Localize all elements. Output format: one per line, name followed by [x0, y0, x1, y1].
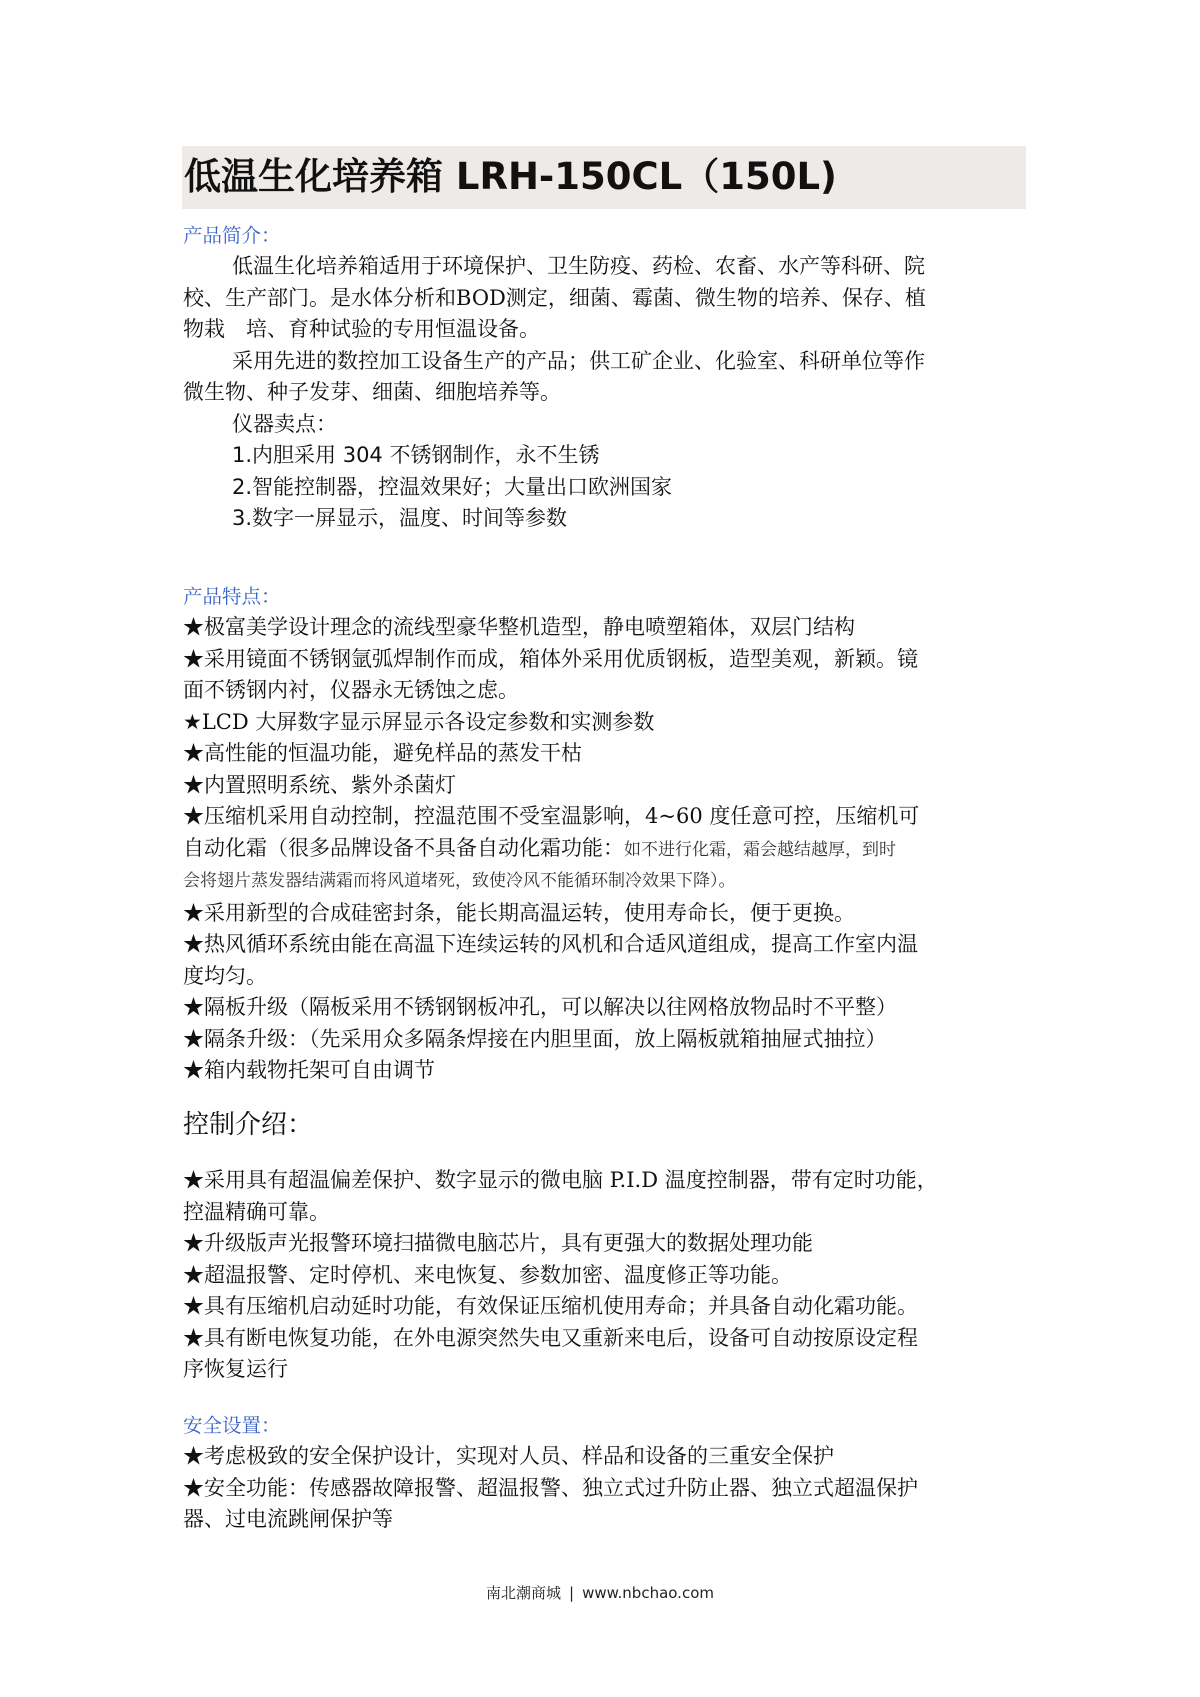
footer-separator: |	[569, 1584, 575, 1602]
feature-line: ★压缩机采用自动控制，控温范围不受室温影响，4~60 度任意可控，压缩机可	[183, 804, 920, 828]
control-heading: 控制介绍：	[183, 1110, 314, 1140]
feature-line	[183, 833, 1033, 867]
intro-section	[183, 221, 1033, 535]
feature-line-note: 如不进行化霜，霜会越结越厚，到时	[624, 839, 896, 860]
safety-section	[183, 1411, 1033, 1536]
feature-line: 度均匀。	[183, 963, 267, 988]
feature-line: ★隔板升级（隔板采用不锈钢钢板冲孔，可以解决以往网格放物品时不平整）	[183, 995, 897, 1019]
safety-line: ★考虑极致的安全保护设计，实现对人员、样品和设备的三重安全保护	[183, 1444, 834, 1468]
features-section	[183, 582, 1033, 1087]
safety-line: ★安全功能：传感器故障报警、超温报警、独立式过升防止器、独立式超温保护	[183, 1475, 918, 1500]
control-line: ★采用具有超温偏差保护、数字显示的微电脑 P.I.D 温度控制器，带有定时功能，	[183, 1168, 938, 1192]
feature-line: 面不锈钢内衬，仪器永无锈蚀之虑。	[183, 678, 519, 702]
control-line: ★升级版声光报警环境扫描微电脑芯片，具有更强大的数据处理功能	[183, 1231, 813, 1255]
feature-line: ★LCD 大屏数字显示屏显示各设定参数和实测参数	[183, 709, 655, 734]
feature-line: ★采用新型的合成硅密封条，能长期高温运转，使用寿命长，便于更换。	[183, 900, 855, 925]
feature-line: ★采用镜面不锈钢氩弧焊制作而成，箱体外采用优质钢板，造型美观，新颖。镜	[183, 646, 918, 671]
footer-url[interactable]: www.nbchao.com	[582, 1584, 714, 1602]
feature-line: ★高性能的恒温功能，避免样品的蒸发干枯	[183, 741, 582, 765]
control-section	[183, 1105, 1033, 1386]
safety-line: 器、过电流跳闸保护等	[183, 1507, 393, 1531]
control-line: ★具有压缩机启动延时功能，有效保证压缩机使用寿命；并具备自动化霜功能。	[183, 1294, 918, 1318]
feature-line: ★箱内载物托架可自由调节	[183, 1058, 435, 1082]
safety-heading: 安全设置：	[183, 1414, 281, 1437]
features-heading: 产品特点：	[183, 585, 281, 608]
selling-point-item: 1.内胆采用 304 不锈钢制作，永不生锈	[232, 443, 600, 467]
intro-line: 采用先进的数控加工设备生产的产品；供工矿企业、化验室、科研单位等作	[232, 348, 925, 373]
feature-line: ★极富美学设计理念的流线型豪华整机造型，静电喷塑箱体，双层门结构	[183, 615, 855, 639]
page-title: 低温生化培养箱 LRH-150CL（150L)	[184, 155, 837, 198]
control-line: ★具有断电恢复功能，在外电源突然失电又重新来电后，设备可自动按原设定程	[183, 1325, 918, 1350]
intro-line: 校、生产部门。是水体分析和BOD测定，细菌、霉菌、微生物的培养、保存、植	[183, 285, 926, 310]
control-line: 控温精确可靠。	[183, 1199, 330, 1224]
page-footer	[0, 1583, 1200, 1603]
feature-line: ★热风循环系统由能在高温下连续运转的风机和合适风道组成，提高工作室内温	[183, 932, 918, 956]
feature-line: ★隔条升级：（先采用众多隔条焊接在内胆里面，放上隔板就箱抽屉式抽拉）	[183, 1026, 887, 1051]
feature-line-main: 自动化霜（很多品牌设备不具备自动化霜功能：	[183, 835, 624, 860]
feature-line-note: 会将翅片蒸发器结满霜而将风道堵死，致使冷风不能循环制冷效果下降）。	[183, 871, 736, 891]
selling-point-item: 2.智能控制器，控温效果好；大量出口欧洲国家	[232, 474, 673, 499]
footer-site-name: 南北潮商城	[486, 1584, 562, 1602]
intro-line: 物栽 培、育种试验的专用恒温设备。	[183, 317, 540, 341]
selling-points-label: 仪器卖点：	[232, 411, 337, 436]
intro-line: 微生物、种子发芽、细菌、细胞培养等。	[183, 380, 561, 404]
selling-point-item: 3.数字一屏显示，温度、时间等参数	[232, 506, 568, 530]
intro-line: 低温生化培养箱适用于环境保护、卫生防疫、药检、农畜、水产等科研、院	[232, 254, 925, 278]
feature-line: ★内置照明系统、紫外杀菌灯	[183, 772, 456, 797]
control-line: ★超温报警、定时停机、来电恢复、参数加密、温度修正等功能。	[183, 1262, 792, 1287]
intro-heading: 产品简介：	[183, 224, 281, 247]
control-line: 序恢复运行	[183, 1357, 288, 1381]
